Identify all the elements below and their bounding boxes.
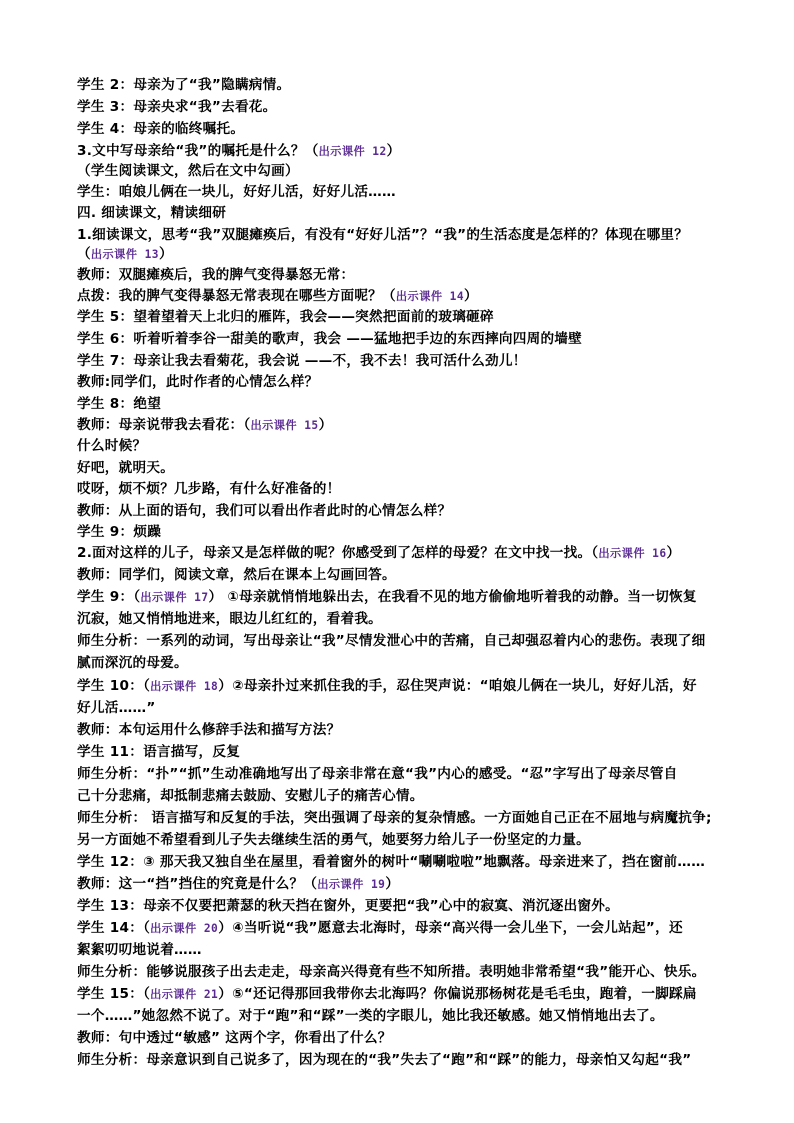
text-line: 教师：母亲说带我去看花：（出示课件 15） <box>77 417 333 433</box>
text-line: 沉寂，她又悄悄地进来，眼边儿红红的，看着我。 <box>77 611 383 627</box>
text-line: 学生 14：（出示课件 20）④当听说“我”愿意去北海时，母亲“高兴得一会儿坐下，一会儿站起”，还 <box>77 920 683 936</box>
text-line: 腻而深沉的母爱。 <box>77 655 188 671</box>
text-line: 教师:同学们，此时作者的心情怎么样？ <box>77 374 319 390</box>
text-line: 师生分析：母亲意识到自己说多了，因为现在的“我”失去了“跑”和“踩”的能力，母亲怕又勾起“我” <box>77 1052 692 1068</box>
slide-reference: 出示课件 17 <box>140 591 209 604</box>
text-line: 哎呀，烦不烦？几步路，有什么好准备的！ <box>77 481 341 497</box>
text-line: 好儿活……” <box>77 700 156 716</box>
text-line: 学生 8：绝望 <box>77 396 162 412</box>
text-line: 师生分析：能够说服孩子出去走走，母亲高兴得竟有些不知所措。表明她非常希望“我”能开心、快乐。 <box>77 964 706 980</box>
slide-reference: 出示课件 14 <box>395 290 465 303</box>
text-line: 2.面对这样的儿子，母亲又是怎样做的呢？你感受到了怎样的母爱？在文中找一找。（出示课件 16） <box>77 545 681 561</box>
text-line: 学生 9：烦躁 <box>77 524 162 540</box>
text-line: 学生 3：母亲央求“我”去看花。 <box>77 99 277 115</box>
text-line: 1.细读课文，思考“我”双腿瘫痪后，有没有“好好儿活”？“我”的生活态度是怎样的？体现在哪里？ <box>77 227 689 243</box>
text-line: 学生 12：③ 那天我又独自坐在屋里，看着窗外的树叶“唰唰啦啦”地飘落。母亲进来了，挡在窗前…… <box>77 854 706 870</box>
text-line: 学生 9：（出示课件 17） ①母亲就悄悄地躲出去，在我看不见的地方偷偷地听着我的动静。当一切恢复 <box>77 589 697 605</box>
text-line: 教师：句中透过“敏感” 这两个字，你看出了什么？ <box>77 1030 392 1046</box>
text-line: 师生分析：一系列的动词，写出母亲让“我”尽情发泄心中的苦痛，自己却强忍着内心的悲伤。表现了细 <box>77 633 706 649</box>
text-line: 学生 4：母亲的临终嘱托。 <box>77 121 245 137</box>
text-line: 什么时候？ <box>77 438 147 454</box>
section-heading: 四. 细读课文，精读细研 <box>77 205 227 221</box>
text-line: 3.文中写母亲给“我”的嘱托是什么？（出示课件 12） <box>77 143 401 159</box>
slide-reference: 出示课件 21 <box>150 988 219 1001</box>
text-line: 教师：同学们，阅读文章，然后在课本上勾画回答。 <box>77 567 396 583</box>
text-line: 师生分析： 语言描写和反复的手法，突出强调了母亲的复杂情感。一方面她自己正在不屈地与病魔抗争; <box>77 810 712 826</box>
slide-reference: 出示课件 18 <box>150 680 219 693</box>
text-line: 学生 5：望着望着天上北归的雁阵，我会——突然把面前的玻璃砸碎 <box>77 309 494 325</box>
text-line: 教师：本句运用什么修辞手法和描写方法？ <box>77 722 341 738</box>
text-line: 教师：从上面的语句，我们可以看出作者此时的心情怎么样？ <box>77 503 452 519</box>
text-line: 点拨：我的脾气变得暴怒无常表现在哪些方面呢？（出示课件 14） <box>77 288 478 304</box>
slide-reference: 出示课件 15 <box>250 419 319 432</box>
text-line: 学生 11：语言描写，反复 <box>77 744 241 760</box>
text-line: 好吧，就明天。 <box>77 460 175 476</box>
slide-reference: 出示课件 20 <box>150 922 219 935</box>
text-line: （出示课件 13） <box>77 246 173 262</box>
text-line: 学生 13：母亲不仅要把萧瑟的秋天挡在窗外，更要把“我”心中的寂寞、消沉逐出窗外。 <box>77 898 620 914</box>
slide-reference: 出示课件 12 <box>318 145 387 158</box>
slide-reference: 出示课件 13 <box>90 248 159 261</box>
text-line: 絮絮叨叨地说着…… <box>77 942 202 958</box>
text-line: 师生分析：“扑”“抓”生动准确地写出了母亲非常在意“我”内心的感受。“忍”字写出了母亲尽管自 <box>77 766 678 782</box>
text-line: 教师：这一“挡”挡住的究竟是什么？（出示课件 19） <box>77 876 400 892</box>
text-line: 学生 10：（出示课件 18）②母亲扑过来抓住我的手，忍住哭声说：“咱娘儿俩在一块儿，好好儿活，好 <box>77 678 697 694</box>
text-line: 学生 7：母亲让我去看菊花，我会说 ——不，我不去！我可活什么劲儿！ <box>77 353 527 369</box>
text-line: 学生 2：母亲为了“我”隐瞒病情。 <box>77 77 291 93</box>
text-line: 一个……”她忽然不说了。对于“跑”和“踩”一类的字眼儿，她比我还敏感。她又悄悄地出去了。 <box>77 1008 664 1024</box>
text-line: 另一方面她不希望看到儿子失去继续生活的勇气，她要努力给儿子一份坚定的力量。 <box>77 832 591 848</box>
text-line: 学生 15：（出示课件 21）⑤“还记得那回我带你去北海吗？你偏说那杨树花是毛毛虫，跑着，一脚踩扁 <box>77 986 697 1002</box>
slide-reference: 出示课件 16 <box>598 547 667 560</box>
text-line: 学生：咱娘儿俩在一块儿，好好儿活，好好儿活…… <box>77 184 396 200</box>
text-line: （学生阅读课文，然后在文中勾画） <box>77 163 299 179</box>
text-line: 己十分悲痛，却抵制悲痛去鼓励、安慰儿子的痛苦心情。 <box>77 788 424 804</box>
text-line: 教师：双腿瘫痪后，我的脾气变得暴怒无常： <box>77 267 355 283</box>
slide-reference: 出示课件 19 <box>317 878 386 891</box>
text-line: 学生 6：听着听着李谷一甜美的歌声，我会 ——猛地把手边的东西摔向四周的墙壁 <box>77 331 583 347</box>
